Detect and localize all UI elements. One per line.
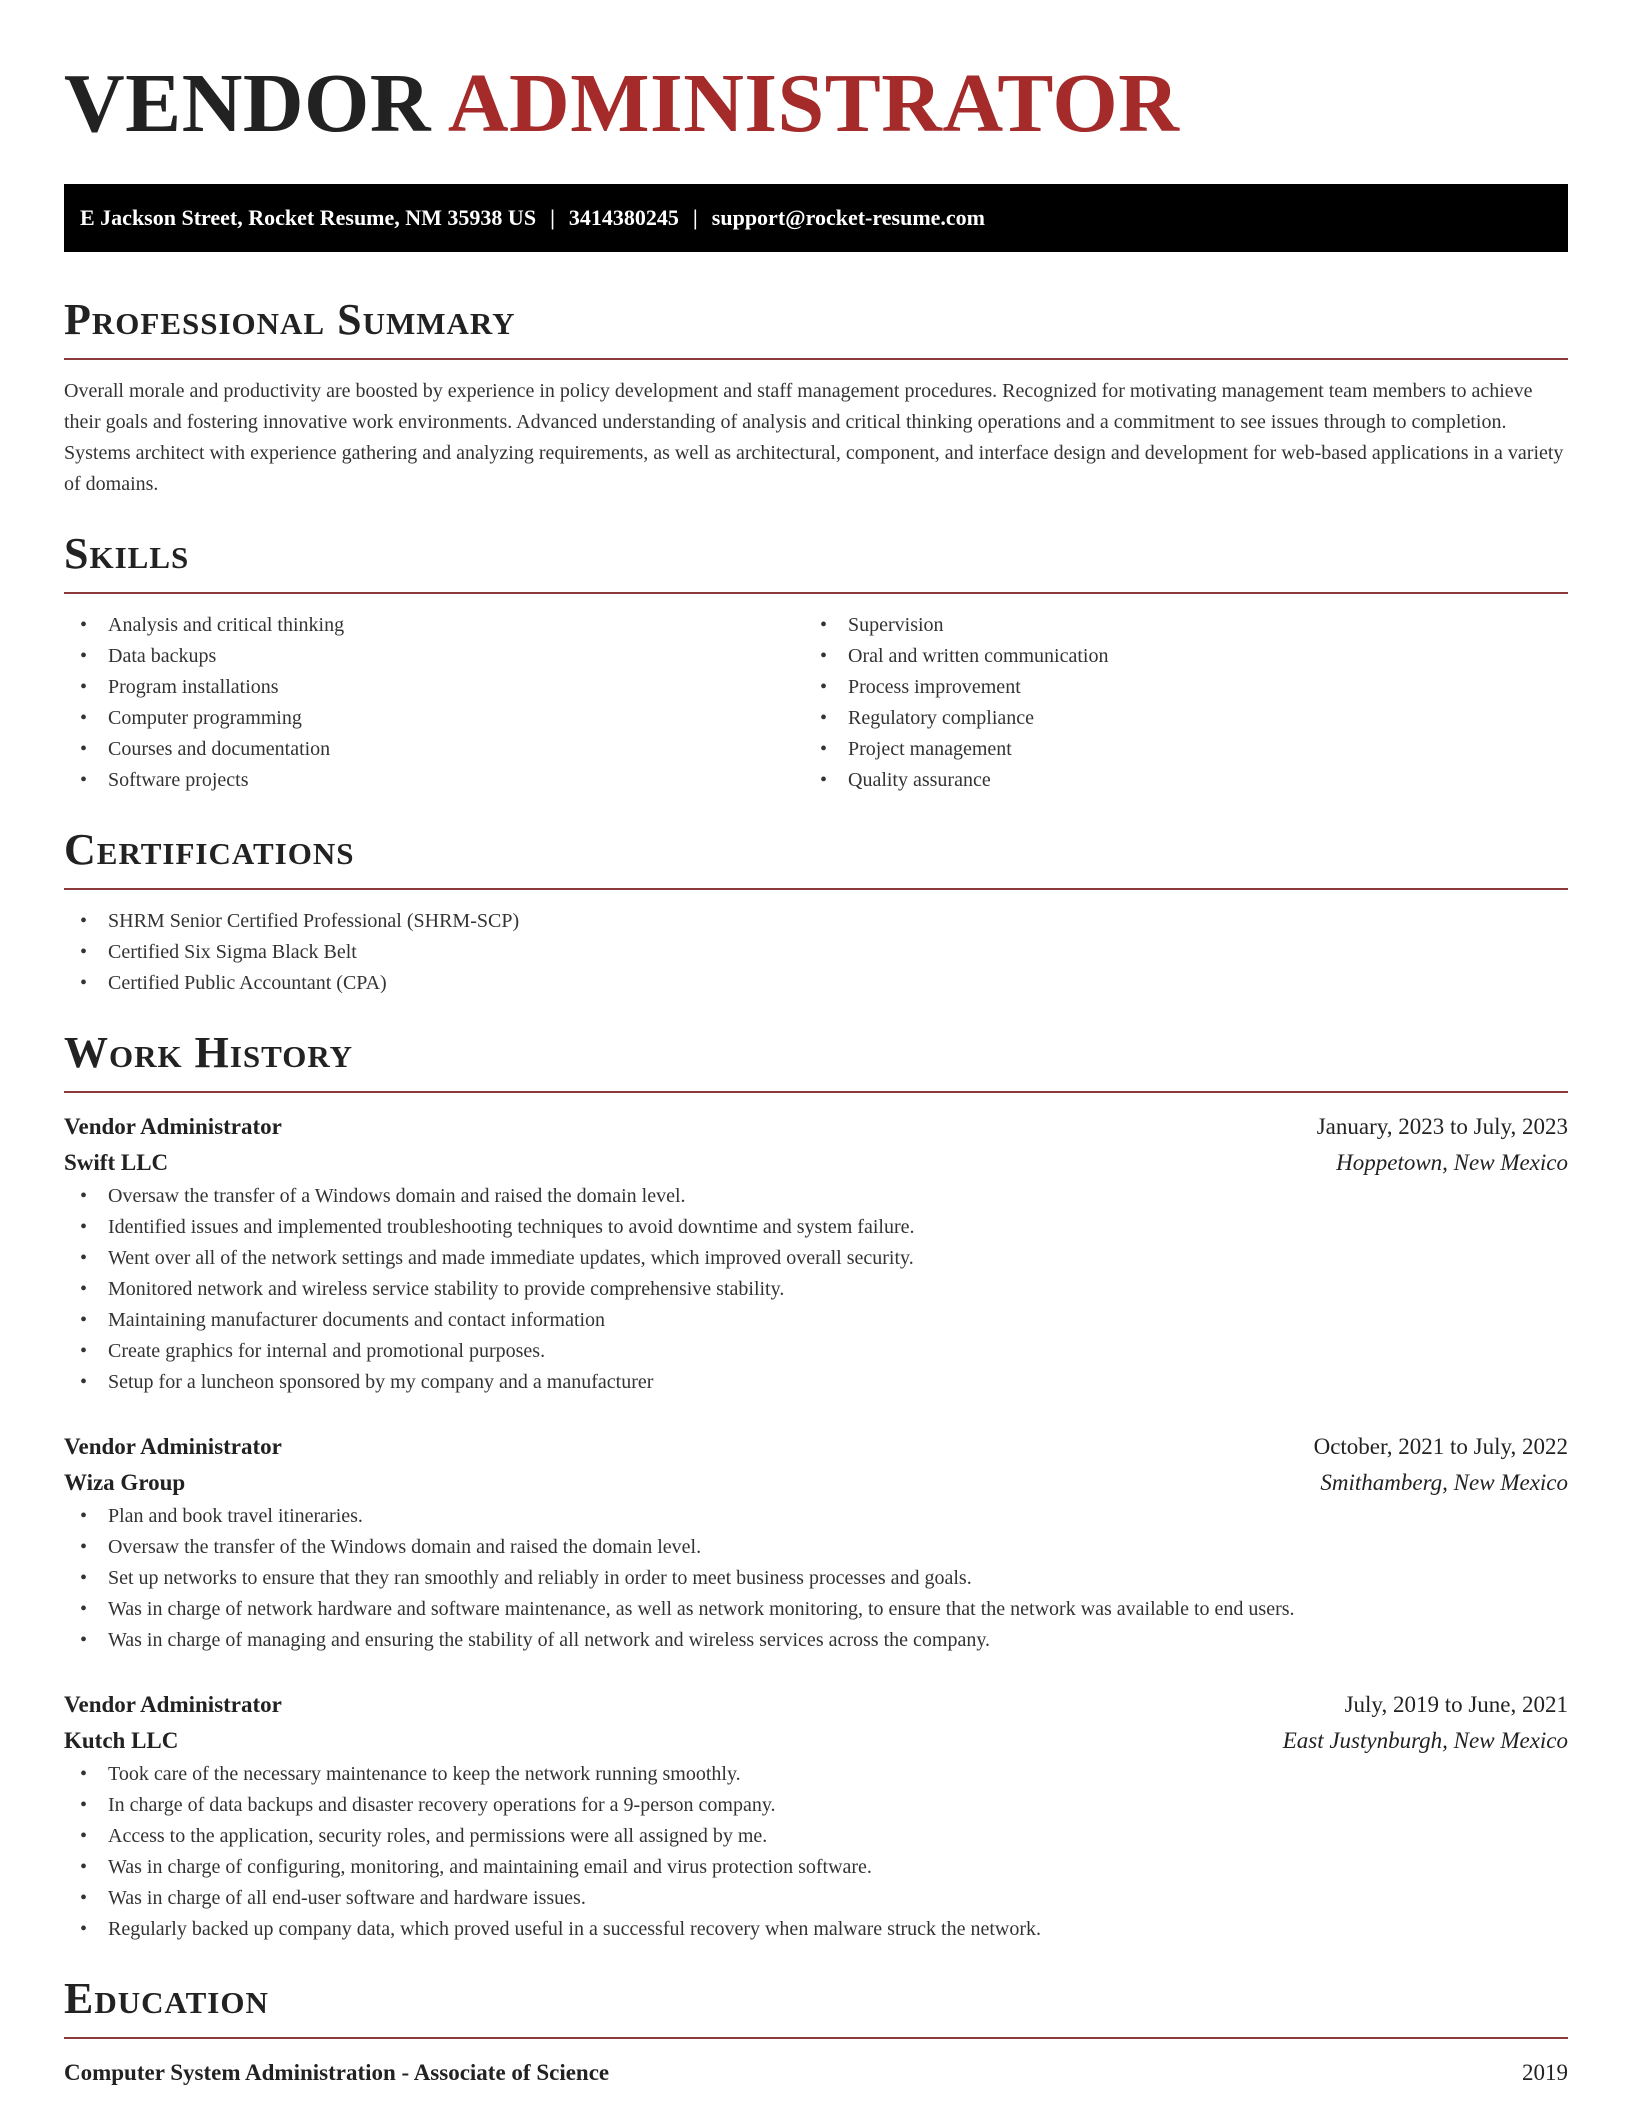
certification-item: • Certified Public Accountant (CPA) xyxy=(64,968,1568,999)
section-title-certifications: Certifications xyxy=(64,825,355,874)
job-company-row xyxy=(64,1465,1568,1501)
skill-item: • Courses and documentation xyxy=(64,734,804,765)
job-bullet: • Set up networks to ensure that they ran smoothly and reliably in order to meet business processes and goals. xyxy=(64,1563,1568,1594)
name-first: VENDOR xyxy=(64,57,432,150)
section-title-work-history: Work History xyxy=(64,1028,354,1077)
contact-bar xyxy=(64,184,1568,252)
job-header-row xyxy=(64,1109,1568,1145)
job-bullet: • Maintaining manufacturer documents and contact information xyxy=(64,1305,1568,1336)
job-entry xyxy=(64,1687,1568,1945)
certifications-list xyxy=(64,906,1568,999)
job-bullet: • Was in charge of configuring, monitoring, and maintaining email and virus protection software. xyxy=(64,1852,1568,1883)
job-company: Swift LLC xyxy=(64,1150,169,1175)
section-title-education: Education xyxy=(64,1974,269,2023)
skills-section xyxy=(64,526,1568,796)
job-entry xyxy=(64,1429,1568,1656)
job-bullet-list xyxy=(64,1181,1568,1398)
contact-separator: | xyxy=(550,205,555,230)
job-dates: July, 2019 to June, 2021 xyxy=(1344,1692,1568,1717)
job-title: Vendor Administrator xyxy=(64,1114,282,1139)
skill-item: • Supervision xyxy=(804,610,1544,641)
job-company: Kutch LLC xyxy=(64,1728,179,1753)
job-entry xyxy=(64,1109,1568,1398)
skill-item: • Data backups xyxy=(64,641,804,672)
job-bullet: • In charge of data backups and disaster recovery operations for a 9-person company. xyxy=(64,1790,1568,1821)
resume-page xyxy=(64,0,1568,2091)
section-title-skills: Skills xyxy=(64,529,190,578)
section-divider xyxy=(64,358,1568,360)
skill-item: • Project management xyxy=(804,734,1544,765)
section-divider xyxy=(64,888,1568,890)
job-bullet: • Oversaw the transfer of a Windows domain and raised the domain level. xyxy=(64,1181,1568,1212)
summary-section xyxy=(64,292,1568,500)
job-bullet: • Took care of the necessary maintenance to keep the network running smoothly. xyxy=(64,1759,1568,1790)
job-bullet: • Access to the application, security roles, and permissions were all assigned by me. xyxy=(64,1821,1568,1852)
summary-text: Overall morale and productivity are boosted by experience in policy development and staff management procedures. Recognized for motivating management team members to achieve their goals and fostering innovative work environments. Advanced understanding of analysis and critical thinking operations and a commitment to see issues through to completion. Systems architect with experience gathering and analyzing requirements, as well as architectural, component, and interface design and development for web-based applications in a variety of domains. xyxy=(64,380,1564,495)
education-row xyxy=(64,2055,1568,2091)
job-location: Smithamberg, New Mexico xyxy=(1320,1470,1568,1495)
section-divider xyxy=(64,592,1568,594)
certification-item: • Certified Six Sigma Black Belt xyxy=(64,937,1568,968)
job-dates: January, 2023 to July, 2023 xyxy=(1316,1114,1568,1139)
job-dates: October, 2021 to July, 2022 xyxy=(1313,1434,1568,1459)
skill-item: • Process improvement xyxy=(804,672,1544,703)
job-bullet: • Regularly backed up company data, which proved useful in a successful recovery when malware struck the network. xyxy=(64,1914,1568,1945)
job-bullet: • Went over all of the network settings and made immediate updates, which improved overall security. xyxy=(64,1243,1568,1274)
job-company-row xyxy=(64,1145,1568,1181)
skill-item: • Regulatory compliance xyxy=(804,703,1544,734)
section-divider xyxy=(64,2037,1568,2039)
job-location: East Justynburgh, New Mexico xyxy=(1282,1728,1568,1753)
job-header-row xyxy=(64,1687,1568,1723)
education-year: 2019 xyxy=(1522,2060,1568,2085)
certification-item: • SHRM Senior Certified Professional (SHRM-SCP) xyxy=(64,906,1568,937)
job-bullet: • Plan and book travel itineraries. xyxy=(64,1501,1568,1532)
skill-item: • Oral and written communication xyxy=(804,641,1544,672)
job-company-row xyxy=(64,1723,1568,1759)
resume-name xyxy=(64,58,1568,150)
section-divider xyxy=(64,1091,1568,1093)
skill-item: • Quality assurance xyxy=(804,765,1544,796)
job-bullet: • Monitored network and wireless service stability to provide comprehensive stability. xyxy=(64,1274,1568,1305)
job-bullet: • Create graphics for internal and promotional purposes. xyxy=(64,1336,1568,1367)
job-bullet: • Identified issues and implemented troubleshooting techniques to avoid downtime and system failure. xyxy=(64,1212,1568,1243)
skills-columns xyxy=(64,610,1568,796)
job-title: Vendor Administrator xyxy=(64,1692,282,1717)
skills-list-left xyxy=(64,610,804,796)
skill-item: • Software projects xyxy=(64,765,804,796)
skill-item: • Computer programming xyxy=(64,703,804,734)
job-bullet-list xyxy=(64,1501,1568,1656)
certifications-section xyxy=(64,822,1568,999)
job-bullet: • Was in charge of all end-user software and hardware issues. xyxy=(64,1883,1568,1914)
job-company: Wiza Group xyxy=(64,1470,186,1495)
skills-column-right xyxy=(804,610,1544,796)
skills-list-right xyxy=(804,610,1544,796)
skills-column-left xyxy=(64,610,804,796)
contact-phone: 3414380245 xyxy=(568,205,679,230)
name-last: ADMINISTRATOR xyxy=(447,57,1180,150)
contact-address: E Jackson Street, Rocket Resume, NM 35938 US xyxy=(80,205,537,230)
education-entry xyxy=(64,2055,1568,2091)
work-history-section xyxy=(64,1025,1568,1945)
skill-item: • Program installations xyxy=(64,672,804,703)
job-bullet: • Was in charge of network hardware and software maintenance, as well as network monitoring, to ensure that the network was available to end users. xyxy=(64,1594,1568,1625)
job-bullet: • Oversaw the transfer of the Windows domain and raised the domain level. xyxy=(64,1532,1568,1563)
education-section xyxy=(64,1971,1568,2091)
skill-item: • Analysis and critical thinking xyxy=(64,610,804,641)
contact-separator: | xyxy=(692,205,698,230)
job-header-row xyxy=(64,1429,1568,1465)
job-bullet-list xyxy=(64,1759,1568,1945)
job-title: Vendor Administrator xyxy=(64,1434,282,1459)
job-location: Hoppetown, New Mexico xyxy=(1336,1150,1568,1175)
education-degree: Computer System Administration - Associate of Science xyxy=(64,2060,610,2085)
section-title-summary: Professional Summary xyxy=(64,295,516,344)
job-bullet: • Setup for a luncheon sponsored by my company and a manufacturer xyxy=(64,1367,1568,1398)
contact-email[interactable]: support@rocket-resume.com xyxy=(711,205,985,230)
job-bullet: • Was in charge of managing and ensuring the stability of all network and wireless services across the company. xyxy=(64,1625,1568,1656)
